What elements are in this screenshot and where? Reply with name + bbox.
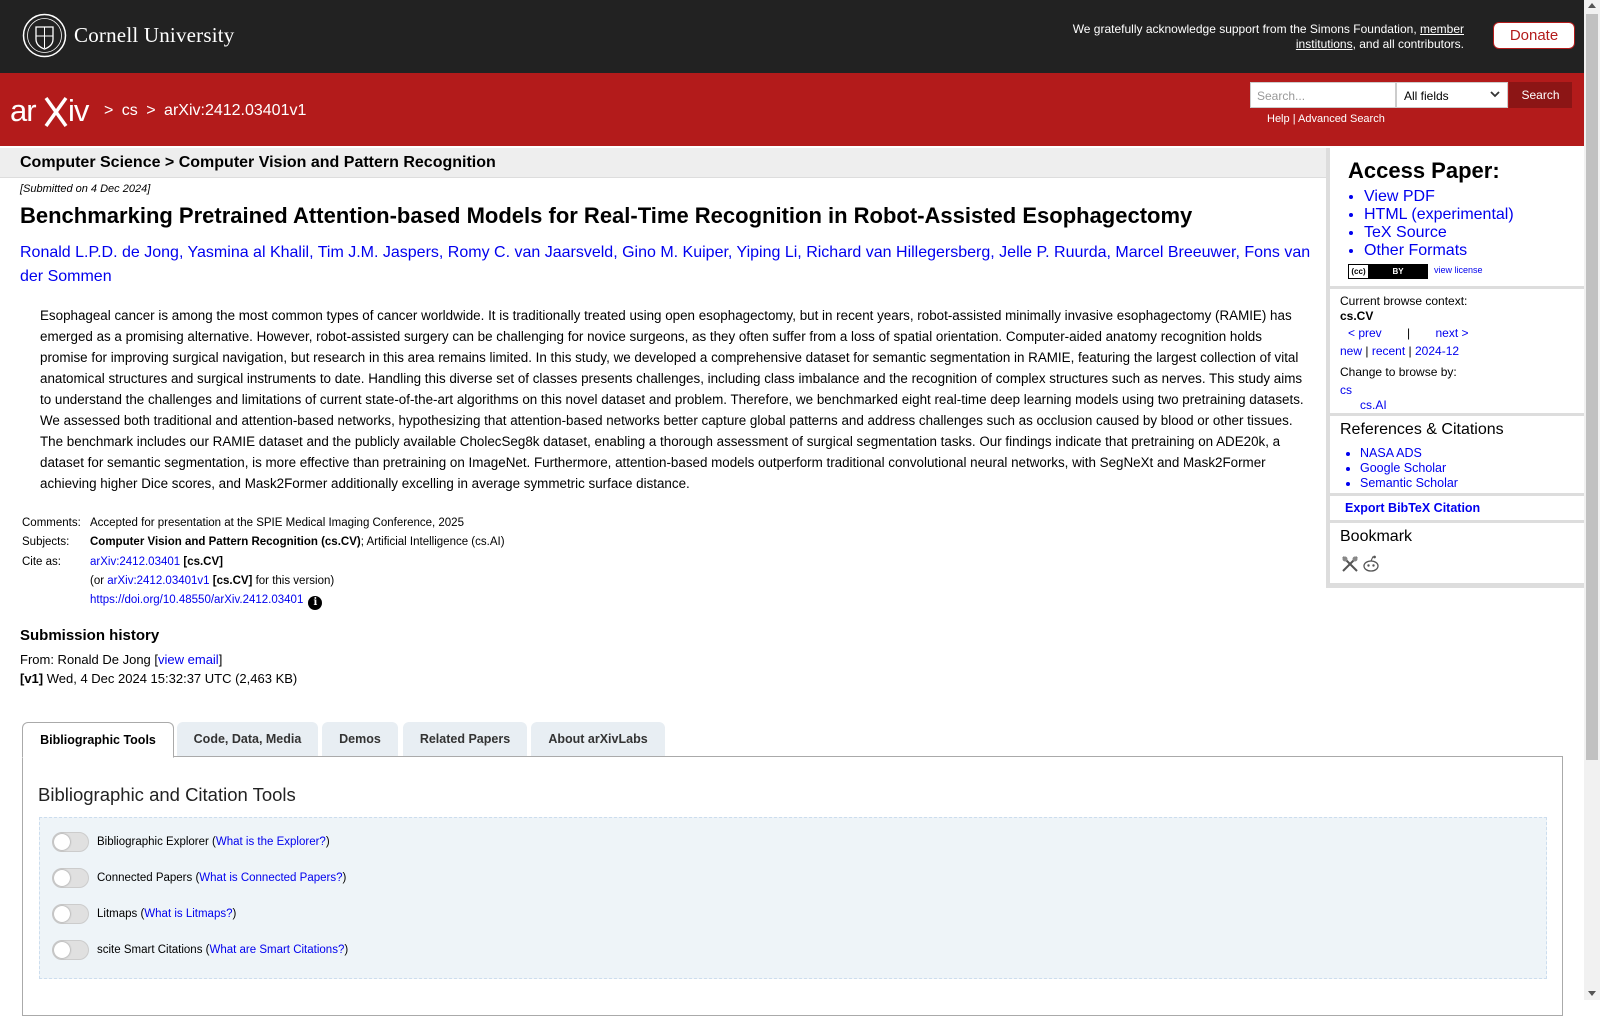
litmaps-toggle[interactable] [52,904,89,924]
bibliographic-explorer-toggle[interactable] [52,832,89,852]
tab-bibliographic-tools[interactable]: Bibliographic Tools [22,722,174,758]
export-bibtex-link[interactable]: Export BibTeX Citation [1345,501,1481,515]
next-link[interactable]: next > [1435,326,1469,340]
semantic-scholar-link[interactable]: • Semantic Scholar [1360,476,1458,491]
scroll-down-arrow-icon[interactable] [1588,991,1596,996]
cite-version-link[interactable]: arXiv:2412.03401v1 [107,575,210,587]
other-formats-link[interactable]: • Other Formats [1364,242,1514,260]
scite-toggle[interactable] [52,940,89,960]
tool-row: Connected Papers ( What is Connected Papers? ) [52,867,346,889]
donate-button[interactable]: Donate [1493,22,1575,49]
svg-text:iv: iv [68,93,89,128]
submission-history-heading: Submission history [20,627,160,644]
paper-title: Benchmarking Pretrained Attention-based Models for Real-Time Recognition in Robot-Assisted Esophagectomy [20,203,1193,228]
search-button[interactable]: Search [1509,82,1572,108]
connected-papers-toggle[interactable] [52,868,89,888]
html-link[interactable]: • HTML (experimental) [1364,206,1514,224]
author-link[interactable]: Tim J.M. Jaspers [317,244,439,261]
reference-links [1342,446,1458,491]
tab-related-papers[interactable]: Related Papers [403,722,527,756]
cornell-seal-icon [22,13,67,58]
tool-row: Litmaps ( What is Litmaps? ) [52,903,236,925]
access-paper-heading: Access Paper: [1348,158,1500,183]
view-license-link[interactable]: view license [1434,265,1483,275]
access-paper-box [1330,148,1584,286]
connected-papers-help-link[interactable]: What is Connected Papers? [199,872,343,884]
scroll-thumb[interactable] [1586,14,1598,760]
google-scholar-link[interactable]: • Google Scholar [1360,461,1458,476]
bibsonomy-icon[interactable] [1341,555,1359,573]
submitter-line: From: Ronald De Jong [view email] [20,652,223,667]
sidebar [1326,148,1584,588]
author-link[interactable]: Fons van der Sommen [20,244,1311,285]
change-browse-label: Change to browse by: [1340,365,1457,379]
scroll-up-arrow-icon[interactable] [1588,3,1596,8]
doi-link[interactable]: https://doi.org/10.48550/arXiv.2412.03401 [90,594,304,606]
bookmark-box [1330,523,1584,583]
tab-demos[interactable]: Demos [322,722,398,756]
version-line: [v1] Wed, 4 Dec 2024 15:32:37 UTC (2,463 KB) [20,671,298,686]
search-input[interactable]: Search... [1250,82,1396,108]
browse-csai-link[interactable]: cs.AI [1360,398,1387,412]
cc-by-license-icon[interactable]: (cc) BY [1348,264,1428,279]
svg-text:ar: ar [10,93,36,128]
view-email-link[interactable]: view email [158,652,219,667]
tab-about-arxivlabs[interactable]: About arXivLabs [531,722,665,756]
tab-panel [22,756,1563,1016]
cornell-logo[interactable] [22,13,235,58]
bibtex-box [1330,496,1584,520]
author-link[interactable]: Gino M. Kuiper [622,244,728,261]
view-pdf-link[interactable]: • View PDF [1364,188,1514,206]
tools-box [39,817,1547,979]
submission-date: [Submitted on 4 Dec 2024] [20,183,151,195]
info-icon[interactable]: i [308,596,322,610]
author-link[interactable]: Ronald L.P.D. de Jong [20,244,179,261]
explorer-help-link[interactable]: What is the Explorer? [215,836,326,848]
primary-subject: Computer Vision and Pattern Recognition (cs.CV) [90,536,361,548]
breadcrumb: > cs > arXiv:2412.03401v1 [104,102,307,119]
panel-heading: Bibliographic and Citation Tools [38,784,296,805]
breadcrumb-cs[interactable]: cs [121,102,138,119]
new-link[interactable]: new [1340,344,1363,358]
arxiv-header [0,73,1584,146]
scite-help-link[interactable]: What are Smart Citations? [209,944,345,956]
tex-source-link[interactable]: • TeX Source [1364,224,1514,242]
prev-link[interactable]: < prev [1348,326,1382,340]
bookmark-icons [1341,555,1380,573]
author-link[interactable]: Jelle P. Ruurda [999,244,1107,261]
arxiv-logo[interactable] [10,92,100,130]
search-field-select[interactable]: All fields [1396,82,1508,108]
author-list: Ronald L.P.D. de Jong, Yasmina al Khalil, Tim J.M. Jaspers, Romy C. van Jaarsveld, Gino M. Kuiper, Yiping Li, Richard van Hillegersberg, Jelle P. Ruurda, Marcel Breeuwer, Fons van der Sommen [20,244,1311,285]
vertical-scrollbar[interactable] [1584,0,1600,1000]
browse-context-box: Current browse context: cs.CV < prev | next > new | recent | 2024-12 Change to browse by: cs cs.AI [1330,289,1584,413]
recent-link[interactable]: recent [1371,344,1406,358]
breadcrumb-paper-id: arXiv:2412.03401v1 [164,102,307,119]
author-link[interactable]: Yiping Li [736,244,798,261]
author-link[interactable]: Yasmina al Khalil [187,244,310,261]
help-links: Help | Advanced Search [1267,113,1385,125]
advanced-search-link[interactable]: Advanced Search [1298,113,1385,125]
institution-name: Cornell University [74,23,235,47]
author-link[interactable]: Romy C. van Jaarsveld [447,244,614,261]
references-heading: References & Citations [1340,421,1504,438]
references-box [1330,416,1584,493]
help-link[interactable]: Help [1267,113,1290,125]
browse-context-label: Current browse context: [1340,294,1468,308]
comments-value: Accepted for presentation at the SPIE Medical Imaging Conference, 2025 [90,517,464,529]
top-banner [0,0,1584,73]
acknowledgement: We gratefully acknowledge support from the Simons Foundation, member institutions, and all contributors. [1072,22,1464,51]
tab-code-data-media[interactable]: Code, Data, Media [177,722,318,756]
tool-row: scite Smart Citations ( What are Smart Citations? ) [52,939,348,961]
cite-id-link[interactable]: arXiv:2412.03401 [90,556,181,568]
category-subheader [0,148,1326,178]
member-institutions-link[interactable]: member institutions [1295,22,1464,51]
author-link[interactable]: Richard van Hillegersberg [806,244,991,261]
category-heading: Computer Science > Computer Vision and Pattern Recognition [20,154,496,171]
bookmark-heading: Bookmark [1340,528,1413,545]
reddit-icon[interactable] [1362,555,1380,573]
month-link[interactable]: 2024-12 [1415,344,1460,358]
litmaps-help-link[interactable]: What is Litmaps? [144,908,233,920]
abstract: Esophageal cancer is among the most common types of cancer worldwide. It is traditionally treated using open esophagectomy, but in recent years, robot-assisted minimally invasive esophagectomy (RAMIE) has emerged as a promising alternative. However, robot-assisted surgery can be challenging for novice surgeons, as they often suffer from a loss of spatial orientation. Computer-aided anatomy recognition holds promise for improving surgical navigation, but research in this area remains limited. In this study, we developed a comprehensive dataset for semantic segmentation in RAMIE, featuring the largest collection of vital anatomical structures and surgical instruments to date. Handling this diverse set of classes presents challenges, including class imbalance and the recognition of complex structures such as nerves. This study aims to understand the challenges and limitations of current state-of-the-art algorithms on this novel dataset and problem. Therefore, we benchmarked eight real-time deep learning models using two pretraining datasets. We assessed both traditional and attention-based networks, hypothesizing that attention-based networks better capture global patterns and address challenges such as occlusion caused by blood or other tissues. The benchmark includes our RAMIE dataset and the publicly available CholecSeg8k dataset, enabling a thorough assessment of surgical segmentation tasks. Our findings indicate that pretraining on ADE20k, a dataset for semantic segmentation, is more effective than pretraining on ImageNet. Furthermore, attention-based models outperform traditional convolutional neural networks, with SegNeXt and Mask2Former achieving higher Dice scores, and Mask2Former additionally excelling in average symmetric surface distance. [40,308,1304,491]
chevron-down-icon [1490,89,1500,99]
browse-context-value: cs.CV [1340,309,1374,323]
browse-cs-link[interactable]: cs [1340,383,1352,397]
author-link[interactable]: Marcel Breeuwer [1115,244,1236,261]
tool-row: Bibliographic Explorer ( What is the Explorer? ) [52,831,330,853]
nasa-ads-link[interactable]: • NASA ADS [1360,446,1458,461]
access-links [1346,188,1514,260]
